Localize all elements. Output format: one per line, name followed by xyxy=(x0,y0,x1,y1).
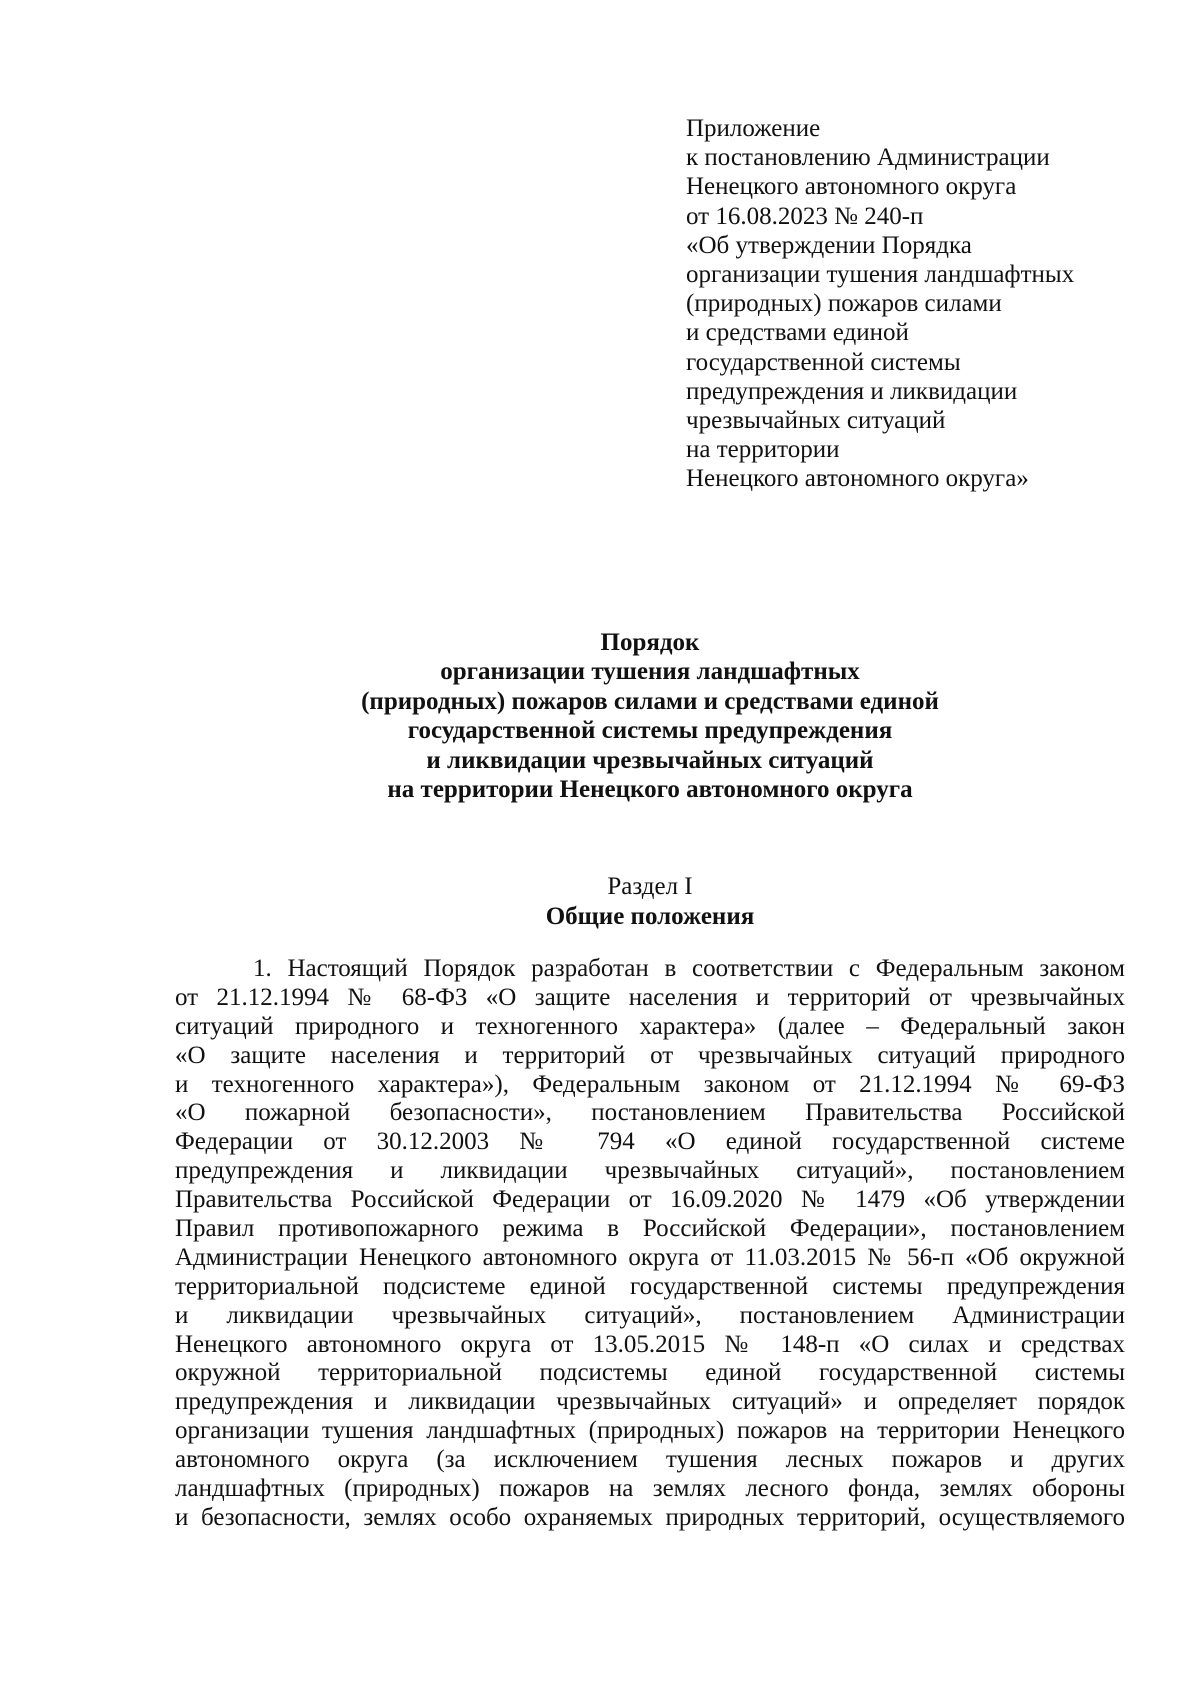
appendix-line: к постановлению Администрации xyxy=(686,144,1050,172)
appendix-line: и средствами единой xyxy=(686,319,909,347)
body-line: территориальной подсистеме единой государственной системы предупреждения xyxy=(175,1272,1125,1300)
title-line: (природных) пожаров силами и средствами единой xyxy=(361,687,939,715)
appendix-line: государственной системы xyxy=(686,348,961,376)
body-line: и техногенного характера»), Федеральным законом от 21.12.1994 № 69-ФЗ xyxy=(175,1070,1125,1098)
document-title xyxy=(150,628,1150,804)
title-line: и ликвидации чрезвычайных ситуаций xyxy=(426,746,874,774)
body-line: Федерации от 30.12.2003 № 794 «О единой государственной системе xyxy=(175,1128,1125,1156)
appendix-line: (природных) пожаров силами xyxy=(686,290,1002,318)
section-number: Раздел I xyxy=(607,873,693,900)
body-line: «О защите населения и территорий от чрезвычайных ситуаций природного xyxy=(175,1041,1125,1069)
appendix-line: организации тушения ландшафтных xyxy=(686,261,1075,289)
body-line: «О пожарной безопасности», постановлением Правительства Российской xyxy=(175,1099,1125,1127)
title-line: на территории Ненецкого автономного округа xyxy=(387,776,913,804)
title-line: организации тушения ландшафтных xyxy=(440,658,860,686)
title-line: Порядок xyxy=(600,629,700,656)
body-line: и ликвидации чрезвычайных ситуаций», постановлением Администрации xyxy=(175,1301,1125,1329)
body-line: и безопасности, землях особо охраняемых природных территорий, осуществляемого xyxy=(175,1503,1125,1531)
section-title: Общие положения xyxy=(545,903,755,930)
body-paragraph xyxy=(175,955,1125,1533)
appendix-line: Ненецкого автономного округа» xyxy=(686,465,1029,493)
body-line: от 21.12.1994 № 68-ФЗ «О защите населения и территорий от чрезвычайных xyxy=(175,983,1125,1011)
section-heading xyxy=(150,872,1150,932)
appendix-line: предупреждения и ликвидации xyxy=(686,377,1018,405)
body-line: организации тушения ландшафтных (природных) пожаров на территории Ненецкого xyxy=(175,1417,1125,1445)
body-line: Правительства Российской Федерации от 16.09.2020 № 1479 «Об утверждении xyxy=(175,1186,1125,1214)
body-line: Ненецкого автономного округа от 13.05.2015 № 148-п «О силах и средствах xyxy=(175,1330,1125,1358)
appendix-line: Приложение xyxy=(686,115,821,142)
body-line: ландшафтных (природных) пожаров на землях лесного фонда, землях обороны xyxy=(175,1475,1125,1503)
body-line: автономного округа (за исключением тушения лесных пожаров и других xyxy=(175,1446,1125,1474)
body-line: 1. Настоящий Порядок разработан в соответствии с Федеральным законом xyxy=(253,955,1125,982)
body-line: предупреждения и ликвидации чрезвычайных ситуаций» и определяет порядок xyxy=(175,1388,1125,1416)
title-line: государственной системы предупреждения xyxy=(407,717,893,745)
appendix-line: от 16.08.2023 № 240-п xyxy=(686,202,924,230)
appendix-line: чрезвычайных ситуаций xyxy=(686,407,946,435)
body-line: предупреждения и ликвидации чрезвычайных ситуаций», постановлением xyxy=(175,1157,1125,1185)
appendix-line: «Об утверждении Порядка xyxy=(686,231,972,259)
body-line: окружной территориальной подсистемы единой государственной системы xyxy=(175,1359,1125,1387)
body-line: Администрации Ненецкого автономного округа от 11.03.2015 № 56-п «Об окружной xyxy=(175,1243,1125,1271)
appendix-line: Ненецкого автономного округа xyxy=(686,173,1017,201)
body-line: ситуаций природного и техногенного характера» (далее – Федеральный закон xyxy=(175,1012,1125,1040)
body-line: Правил противопожарного режима в Российской Федерации», постановлением xyxy=(175,1215,1125,1243)
appendix-line: на территории xyxy=(686,436,840,464)
appendix-header xyxy=(686,114,1146,494)
